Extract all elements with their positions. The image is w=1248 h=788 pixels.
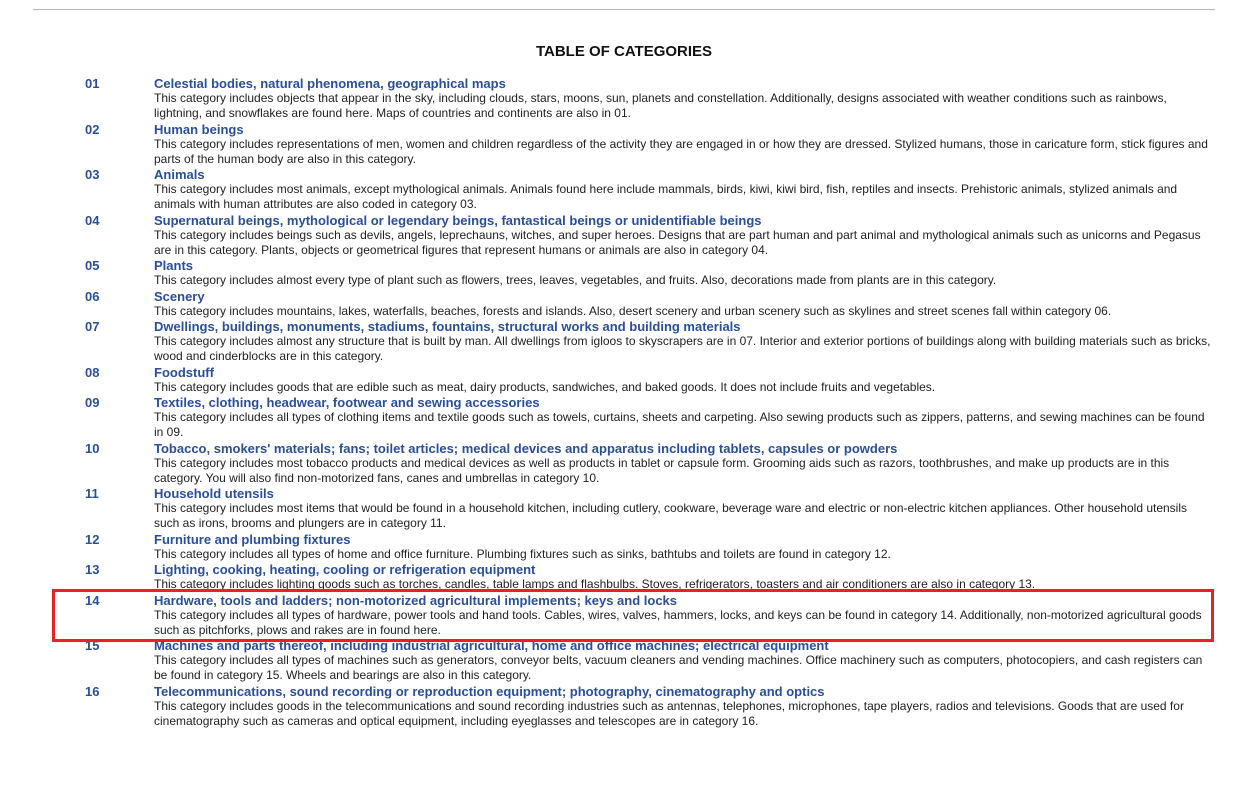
category-description: This category includes most items that would be found in a household kitchen, including cutlery, cookware, beverage ware and electric or non-electric kitchen appliances. Other household utensils such as irons, brooms and plungers are in category 11.: [154, 501, 1188, 530]
category-row-09: [0, 395, 1248, 440]
category-title-link[interactable]: Supernatural beings, mythological or legendary beings, fantastical beings or unidentifiable beings: [154, 212, 762, 228]
category-description: This category includes objects that appear in the sky, including clouds, stars, moons, sun, planets and constellation. Additionally, designs associated with weather conditions such as rainbows, lightning, and snowflakes are found here. Maps of countries and continents are also in 01.: [154, 91, 1167, 120]
category-row-08: [0, 365, 1248, 395]
category-code: 14: [85, 592, 100, 608]
page-title: TABLE OF CATEGORIES: [535, 43, 713, 60]
category-list: [0, 76, 1248, 729]
top-divider: [33, 9, 1215, 10]
category-code: 12: [85, 531, 100, 547]
category-description: This category includes all types of clothing items and textile goods such as towels, curtains, sheets and carpeting. Also sewing products such as zippers, patterns, and sewing machines can be found in 09.: [154, 410, 1205, 439]
category-description: This category includes lighting goods such as torches, candles, table lamps and flashbulbs. Stoves, refrigerators, toasters and air conditioners are also in category 13.: [154, 577, 1036, 591]
category-code: 10: [85, 440, 100, 456]
category-title-link[interactable]: Hardware, tools and ladders; non-motorized agricultural implements; keys and locks: [154, 592, 678, 608]
category-code: 16: [85, 683, 100, 699]
category-row-14: [0, 593, 1248, 638]
category-code: 04: [85, 212, 100, 228]
category-code: 01: [85, 76, 100, 91]
category-row-13: [0, 562, 1248, 592]
category-code: 03: [85, 167, 100, 182]
category-title-link[interactable]: Tobacco, smokers' materials; fans; toilet articles; medical devices and apparatus including tablets, capsules or powders: [154, 440, 898, 456]
category-code: 02: [85, 121, 100, 137]
category-description: This category includes beings such as devils, angels, leprechauns, witches, and super heroes. Designs that are part human and part animal and mythological animals such as unicorns and Pegasus are in this category. Plants, objects or geometrical figures that represent humans or animals are also in category 04.: [154, 227, 1201, 257]
category-title-link[interactable]: Dwellings, buildings, monuments, stadiums, fountains, structural works and building materials: [154, 319, 741, 334]
category-row-05: [0, 258, 1248, 288]
category-title-link[interactable]: Scenery: [154, 288, 205, 304]
category-code: 13: [85, 562, 100, 577]
category-description: This category includes almost every type of plant such as flowers, trees, leaves, vegetables, and fruits. Also, decorations made from plants are in this category.: [154, 273, 997, 287]
category-code: 09: [85, 395, 100, 410]
category-description: This category includes all types of home and office furniture. Plumbing fixtures such as sinks, bathtubs and toilets are found in category 12.: [154, 546, 891, 561]
category-title-link[interactable]: Furniture and plumbing fixtures: [154, 531, 351, 547]
category-row-02: [0, 122, 1248, 167]
category-code: 06: [85, 288, 100, 304]
category-row-03: [0, 167, 1248, 212]
category-row-01: [0, 76, 1248, 121]
category-row-11: [0, 486, 1248, 531]
category-row-10: [0, 441, 1248, 486]
category-title-link[interactable]: Human beings: [154, 121, 244, 137]
category-title-link[interactable]: Animals: [154, 167, 205, 182]
category-title-link[interactable]: Telecommunications, sound recording or reproduction equipment; photography, cinematography and optics: [154, 683, 825, 699]
category-description: This category includes mountains, lakes, waterfalls, beaches, forests and islands. Also, desert scenery and urban scenery such as skylines and street scenes fall within category 06.: [154, 303, 1112, 318]
category-description: This category includes most animals, except mythological animals. Animals found here include mammals, birds, kiwi, kiwi bird, fish, reptiles and insects. Prehistoric animals, stylized animals and animals with human attributes are also coded in category 03.: [154, 182, 1178, 211]
category-title-link[interactable]: Household utensils: [154, 486, 274, 501]
category-code: 11: [85, 486, 99, 501]
category-code: 05: [85, 258, 100, 273]
category-code: 15: [85, 638, 100, 653]
category-row-12: [0, 532, 1248, 562]
category-description: This category includes all types of hardware, power tools and hand tools. Cables, wires, valves, hammers, locks, and keys can be found in category 14. Additionally, non-motorized agricultural goods such as pitchforks, plows and rakes are in found here.: [154, 607, 1202, 637]
category-description: This category includes almost any structure that is built by man. All dwellings from igloos to skyscrapers are in 07. Interior and exterior portions of buildings along with building materials such as bricks, wood and cinderblocks are in this category.: [154, 334, 1211, 363]
category-row-04: [0, 213, 1248, 258]
category-code: 08: [85, 364, 100, 380]
category-title-link[interactable]: Plants: [154, 258, 194, 273]
category-title-link[interactable]: Textiles, clothing, headwear, footwear and sewing accessories: [154, 395, 540, 410]
category-title-link[interactable]: Lighting, cooking, heating, cooling or refrigeration equipment: [154, 562, 536, 577]
category-code: 07: [85, 319, 100, 334]
category-title-link[interactable]: Celestial bodies, natural phenomena, geographical maps: [154, 76, 506, 91]
category-title-link[interactable]: Machines and parts thereof, including industrial agricultural, home and office machines; electrical equipment: [154, 638, 829, 653]
category-description: This category includes most tobacco products and medical devices as well as products in tablet or capsule form. Grooming aids such as razors, toothbrushes, and make up products are in this category. You will also find non-motorized fans, canes and umbrellas in category 10.: [154, 455, 1170, 485]
category-row-15: [0, 638, 1248, 683]
category-row-06: [0, 289, 1248, 319]
category-description: This category includes all types of machines such as generators, conveyor belts, vacuum cleaners and vending machines. Office machinery such as computers, photocopiers, and cash registers can be found in category 15. Wheels and bearings are also in this category.: [154, 653, 1203, 682]
category-title-link[interactable]: Foodstuff: [154, 364, 214, 380]
category-row-16: [0, 684, 1248, 729]
category-description: This category includes representations of men, women and children regardless of the activity they are engaged in or how they are dressed. Stylized humans, those in caricature form, stick figures and parts of the human body are also in this category.: [154, 136, 1208, 166]
category-row-07: [0, 319, 1248, 364]
category-description: This category includes goods that are edible such as meat, dairy products, sandwiches, and baked goods. It does not include fruits and vegetables.: [154, 379, 936, 394]
category-description: This category includes goods in the telecommunications and sound recording industries such as antennas, telephones, microphones, tape players, radios and televisions. Goods that are used for cinematography such as cameras and optical equipment, including eyeglasses and telescopes are in category 16.: [154, 698, 1184, 728]
